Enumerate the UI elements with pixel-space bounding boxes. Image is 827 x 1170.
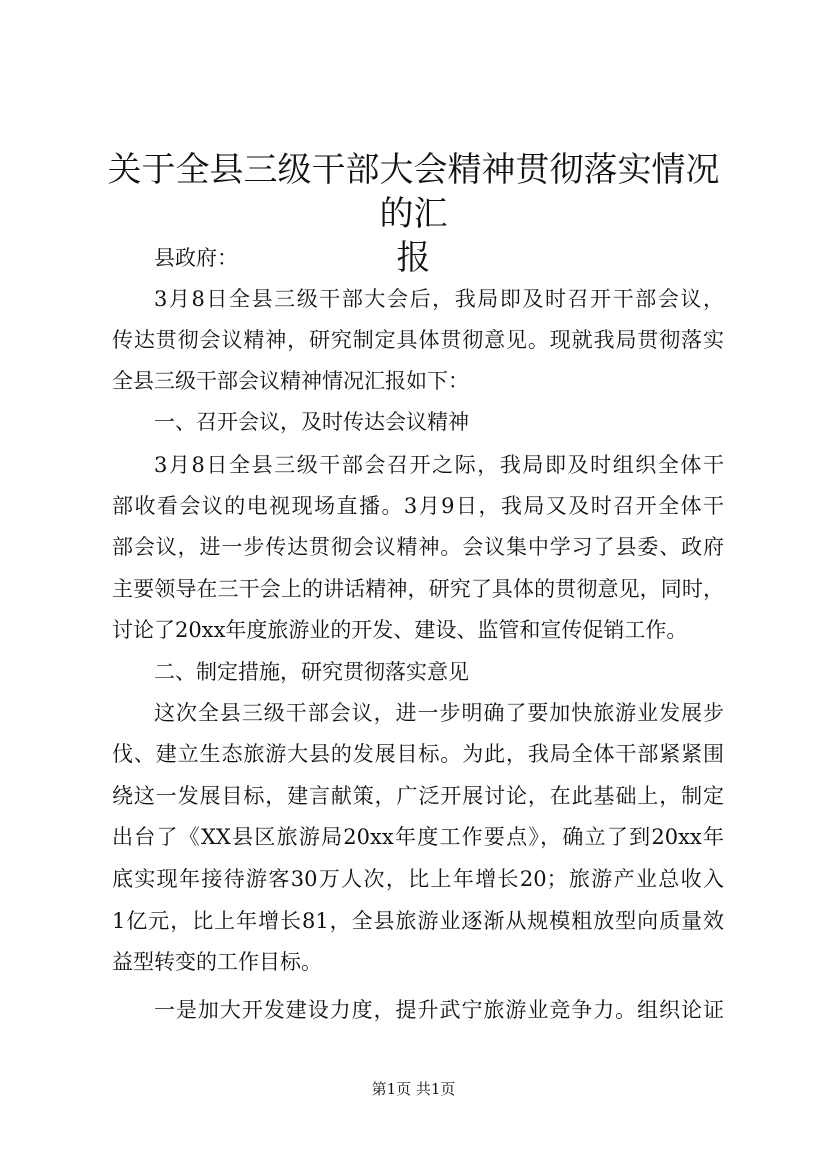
salutation: 县政府： — [154, 246, 238, 270]
paragraph-line: 3月8日全县三级干部会召开之际，我局即及时组织全体干 — [154, 453, 724, 477]
paragraph-line: 底实现年接待游客30万人次，比上年增长20；旅游产业总收入 — [112, 867, 724, 891]
paragraph-line: 讨论了20xx年度旅游业的开发、建设、监管和宣传促销工作。 — [112, 618, 688, 642]
paragraph-line: 传达贯彻会议精神，研究制定具体贯彻意见。现就我局贯彻落实 — [112, 328, 724, 352]
paragraph-line: 全县三级干部会议精神情况汇报如下： — [112, 369, 469, 393]
paragraph-line: 3月8日全县三级干部大会后，我局即及时召开干部会议， — [154, 287, 724, 311]
paragraph-line: 主要领导在三干会上的讲话精神，研究了具体的贯彻意见，同时， — [112, 577, 724, 601]
title-line-1: 关于全县三级干部大会精神贯彻落实情况的汇 — [107, 150, 720, 234]
paragraph-line: 绕这一发展目标，建言献策，广泛开展讨论，在此基础上，制定 — [112, 784, 724, 808]
paragraph-line: 伐、建立生态旅游大县的发展目标。为此，我局全体干部紧紧围 — [112, 742, 724, 766]
section-heading: 一、召开会议，及时传达会议精神 — [154, 410, 469, 434]
paragraph-line: 部收看会议的电视现场直播。3月9日，我局又及时召开全体干 — [112, 494, 724, 518]
title-line-2: 报 — [396, 238, 431, 278]
section-heading: 二、制定措施，研究贯彻落实意见 — [154, 660, 469, 684]
paragraph-line: 部会议，进一步传达贯彻会议精神。会议集中学习了县委、政府 — [112, 535, 724, 559]
paragraph-line: 益型转变的工作目标。 — [112, 950, 322, 974]
paragraph-line: 出台了《XX县区旅游局20xx年度工作要点》，确立了到20xx年 — [112, 825, 724, 849]
paragraph-line: 这次全县三级干部会议，进一步明确了要加快旅游业发展步 — [154, 701, 724, 725]
page-number: 第1页 共1页 — [371, 1080, 456, 1098]
paragraph-line: 一是加大开发建设力度，提升武宁旅游业竞争力。组织论证 — [154, 998, 724, 1022]
paragraph-line: 1亿元，比上年增长81，全县旅游业逐渐从规模粗放型向质量效 — [112, 909, 724, 933]
